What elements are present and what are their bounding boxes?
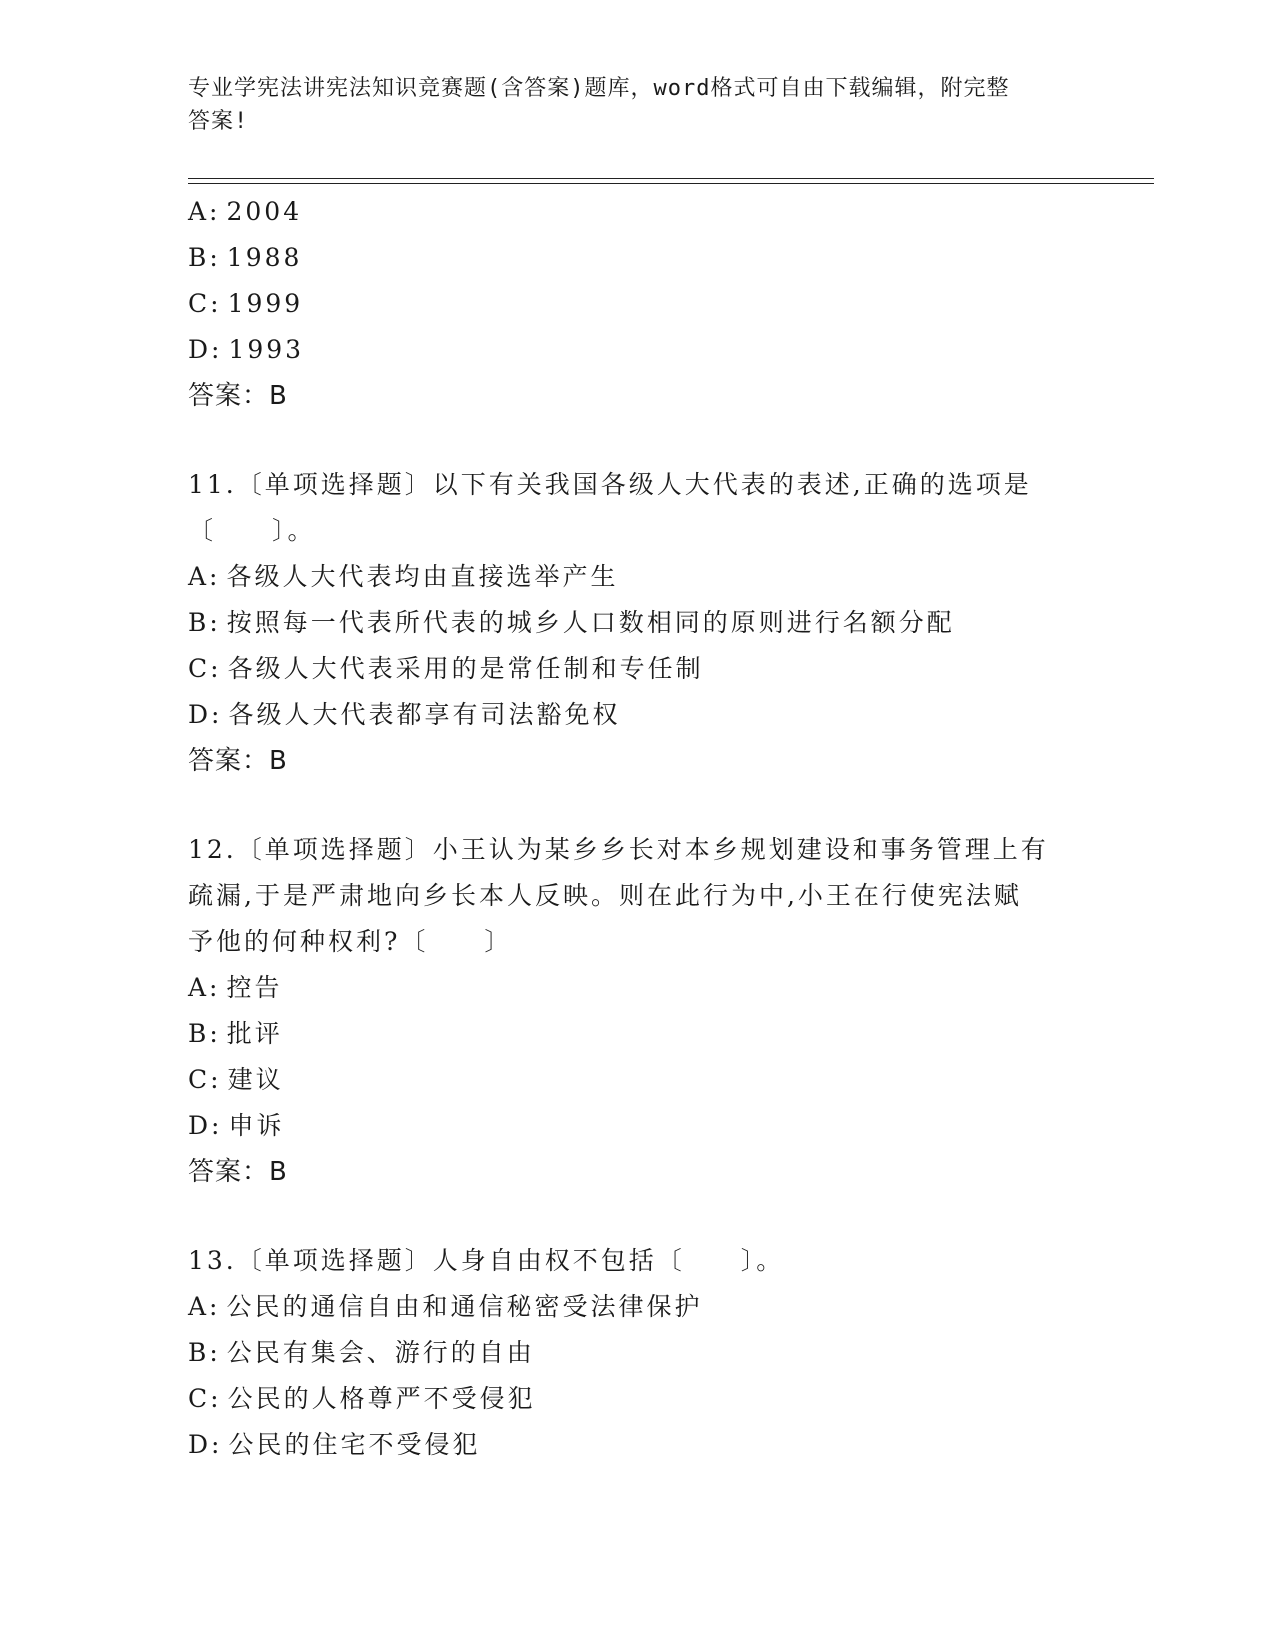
option-d <box>188 1422 1088 1468</box>
option-letter: D: <box>188 1430 223 1459</box>
question-stem: 12.〔单项选择题〕小王认为某乡乡长对本乡规划建设和事务管理上有 <box>188 835 1049 864</box>
question-stem: 予他的何种权利?〔 〕 <box>188 927 513 956</box>
option-letter: B: <box>188 1338 221 1367</box>
spacer <box>188 419 1088 462</box>
option-text: 控告 <box>226 973 283 1002</box>
option-letter: A: <box>188 197 221 226</box>
header-rule-top <box>188 178 1154 179</box>
option-text: 各级人大代表均由直接选举产生 <box>226 562 619 591</box>
question-13 <box>188 1238 1088 1468</box>
option-text: 2004 <box>226 197 303 226</box>
option-b <box>188 600 1088 646</box>
option-letter: C: <box>188 1384 222 1413</box>
question-stem: 疏漏,于是严肃地向乡长本人反映。则在此行为中,小王在行使宪法赋 <box>188 881 1022 910</box>
question-stem: 〔 〕。 <box>188 516 316 545</box>
question-11 <box>188 462 1088 784</box>
document-header <box>188 72 1078 138</box>
question-list <box>188 189 1088 1468</box>
option-letter: B: <box>188 243 221 272</box>
option-letter: C: <box>188 654 222 683</box>
option-text: 公民有集会、游行的自由 <box>226 1338 535 1367</box>
option-a <box>188 1284 1088 1330</box>
option-text: 公民的住宅不受侵犯 <box>228 1430 481 1459</box>
option-text: 1988 <box>226 243 303 272</box>
option-letter: B: <box>188 1019 221 1048</box>
option-d <box>188 327 1088 373</box>
question-10 <box>188 189 1088 419</box>
option-b <box>188 235 1088 281</box>
option-letter: D: <box>188 1111 223 1140</box>
option-b <box>188 1330 1088 1376</box>
option-d <box>188 692 1088 738</box>
answer-line: 答案：B <box>188 381 288 411</box>
option-b <box>188 1011 1088 1057</box>
option-c <box>188 1057 1088 1103</box>
option-letter: B: <box>188 608 221 637</box>
spacer <box>188 784 1088 827</box>
spacer <box>188 1195 1088 1238</box>
option-letter: D: <box>188 335 223 364</box>
option-text: 建议 <box>227 1065 284 1094</box>
option-text: 1999 <box>227 289 304 318</box>
option-text: 1993 <box>228 335 305 364</box>
option-d <box>188 1103 1088 1149</box>
option-letter: C: <box>188 1065 222 1094</box>
option-text: 公民的通信自由和通信秘密受法律保护 <box>226 1292 703 1321</box>
question-stem: 11.〔单项选择题〕以下有关我国各级人大代表的表述,正确的选项是 <box>188 470 1032 499</box>
option-text: 各级人大代表采用的是常任制和专任制 <box>227 654 704 683</box>
option-letter: D: <box>188 700 223 729</box>
option-text: 批评 <box>226 1019 283 1048</box>
option-text: 按照每一代表所代表的城乡人口数相同的原则进行名额分配 <box>226 608 955 637</box>
option-text: 公民的人格尊严不受侵犯 <box>227 1384 536 1413</box>
answer-line: 答案：B <box>188 746 288 776</box>
option-c <box>188 1376 1088 1422</box>
option-a <box>188 189 1088 235</box>
header-line-1: 专业学宪法讲宪法知识竞赛题(含答案)题库，word格式可自由下载编辑，附完整 <box>188 76 1010 101</box>
option-text: 申诉 <box>228 1111 285 1140</box>
option-letter: A: <box>188 1292 221 1321</box>
option-letter: A: <box>188 973 221 1002</box>
answer-line: 答案：B <box>188 1157 288 1187</box>
option-text: 各级人大代表都享有司法豁免权 <box>228 700 621 729</box>
option-c <box>188 281 1088 327</box>
question-12 <box>188 827 1088 1195</box>
option-letter: A: <box>188 562 221 591</box>
header-line-2: 答案! <box>188 109 249 134</box>
option-a <box>188 965 1088 1011</box>
header-rule-bottom <box>188 183 1154 184</box>
option-letter: C: <box>188 289 222 318</box>
option-a <box>188 554 1088 600</box>
question-stem: 13.〔单项选择题〕人身自由权不包括〔 〕。 <box>188 1246 785 1275</box>
option-c <box>188 646 1088 692</box>
